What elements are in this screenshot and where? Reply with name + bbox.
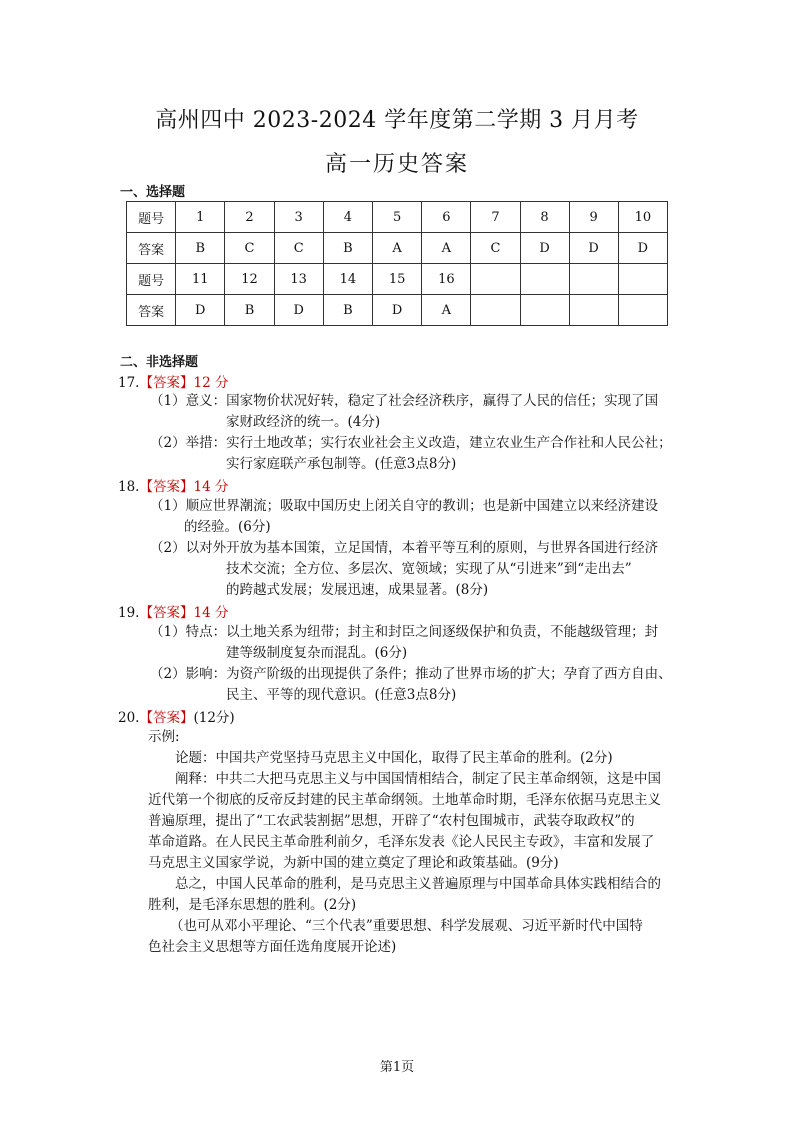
q17-number: 17. xyxy=(118,375,140,391)
table-cell: D xyxy=(618,233,667,264)
table-cell: B xyxy=(323,233,372,264)
table-cell xyxy=(569,264,618,295)
q20-explain-4: 革命道路。在人民民主革命胜利前夕，毛泽东发表《论人民民主专政》，丰富和发展了 xyxy=(148,834,655,850)
table-cell: 7 xyxy=(471,202,520,233)
q17-answer-2: （2）举措：实行土地改革；实行农业社会主义改造，建立农业生产合作社和人民公社； xyxy=(150,435,672,451)
table-cell: 16 xyxy=(422,264,471,295)
table-cell: A xyxy=(373,233,422,264)
q20-explain-1: 阐释：中共二大把马克思主义与中国国情相结合，制定了民主革命纲领，这是中国 xyxy=(175,771,661,787)
q18-answer-2-cont: 技术交流；全方位、多层次、宽领域；实现了从“引进来”到“走出去” xyxy=(226,561,632,577)
q20-conclusion-1: 总之，中国人民革命的胜利，是马克思主义普遍原理与中国革命具体实践相结合的 xyxy=(175,876,661,892)
table-cell: B xyxy=(225,295,274,326)
q18-heading xyxy=(118,475,228,495)
q20-explain-3: 普遍原理，提出了“工农武装割据”思想，开辟了“农村包围城市，武装夺取政权”的 xyxy=(148,813,635,829)
table-row xyxy=(127,264,668,295)
q17-answer-1-cont: 家财政经济的统一。(4分) xyxy=(226,414,381,430)
q18-answer-1: （1）顺应世界潮流；吸取中国历史上闭关自守的教训；也是新中国建立以来经济建设 xyxy=(150,498,659,514)
table-cell: 10 xyxy=(618,202,667,233)
q17-answer-tag: 【答案】12 分 xyxy=(139,375,229,391)
table-row-header: 题号 xyxy=(127,202,176,233)
q20-note-2: 色社会主义思想等方面任选角度展开论述) xyxy=(148,939,397,955)
q19-number: 19. xyxy=(118,605,140,621)
table-cell: D xyxy=(569,233,618,264)
table-cell: 11 xyxy=(176,264,225,295)
q18-answer-tag: 【答案】14 分 xyxy=(139,479,229,495)
table-cell: D xyxy=(274,295,323,326)
q19-answer-tag: 【答案】14 分 xyxy=(139,605,229,621)
q20-conclusion-2: 胜利，是毛泽东思想的胜利。(2分) xyxy=(148,897,357,913)
q19-answer-2-cont: 民主、平等的现代意识。(任意3点8分) xyxy=(226,687,457,703)
q20-note-1: （也可从邓小平理论、“三个代表”重要思想、科学发展观、习近平新时代中国特 xyxy=(170,918,643,934)
q18-answer-2-cont2: 的跨越式发展；发展迅速，成果显著。(8分) xyxy=(226,582,489,598)
q20-answer-tag: 【答案】 xyxy=(139,710,194,726)
table-cell: B xyxy=(176,233,225,264)
table-row xyxy=(127,233,668,264)
table-cell: 15 xyxy=(373,264,422,295)
table-cell: 2 xyxy=(225,202,274,233)
table-cell xyxy=(520,295,569,326)
table-cell: C xyxy=(225,233,274,264)
section-nonchoice-heading: 二、非选择题 xyxy=(120,355,199,370)
page-title: 高州四中 2023-2024 学年度第二学期 3 月月考 xyxy=(155,108,639,133)
q18-answer-2: （2）以对外开放为基本国策，立足国情，本着平等互利的原则，与世界各国进行经济 xyxy=(150,540,659,556)
table-cell: C xyxy=(274,233,323,264)
table-cell: B xyxy=(323,295,372,326)
q20-explain-5: 马克思主义国家学说，为新中国的建立奠定了理论和政策基础。(9分) xyxy=(148,855,559,871)
q20-score: (12分) xyxy=(193,710,235,726)
table-cell: 8 xyxy=(520,202,569,233)
q19-heading xyxy=(118,601,228,621)
table-cell xyxy=(471,264,520,295)
table-cell xyxy=(520,264,569,295)
table-cell: 4 xyxy=(323,202,372,233)
section-choice-heading: 一、选择题 xyxy=(120,185,186,200)
table-cell: D xyxy=(520,233,569,264)
table-row xyxy=(127,202,668,233)
answer-table xyxy=(126,201,668,326)
q20-explain-2: 近代第一个彻底的反帝反封建的民主革命纲领。土地革命时期，毛泽东依据马克思主义 xyxy=(148,792,661,808)
table-cell xyxy=(569,295,618,326)
table-cell: 9 xyxy=(569,202,618,233)
table-row-header: 答案 xyxy=(127,233,176,264)
table-cell: 3 xyxy=(274,202,323,233)
table-cell: 12 xyxy=(225,264,274,295)
q17-heading xyxy=(118,371,228,391)
q20-example-label: 示例: xyxy=(148,729,180,745)
table-row-header: 题号 xyxy=(127,264,176,295)
table-cell: 5 xyxy=(373,202,422,233)
q18-answer-1-cont: 的经验。(6分) xyxy=(184,519,271,535)
q18-number: 18. xyxy=(118,479,140,495)
table-cell: A xyxy=(422,295,471,326)
table-cell: 14 xyxy=(323,264,372,295)
table-cell: D xyxy=(373,295,422,326)
page-number: 第1页 xyxy=(379,1060,415,1075)
table-cell: 6 xyxy=(422,202,471,233)
table-row-header: 答案 xyxy=(127,295,176,326)
q20-number: 20. xyxy=(118,710,140,726)
q17-answer-1: （1）意义：国家物价状况好转，稳定了社会经济秩序，赢得了人民的信任；实现了国 xyxy=(150,393,659,409)
q20-heading xyxy=(118,706,235,726)
table-cell: 1 xyxy=(176,202,225,233)
table-cell: A xyxy=(422,233,471,264)
table-row xyxy=(127,295,668,326)
table-cell: C xyxy=(471,233,520,264)
table-cell xyxy=(471,295,520,326)
table-cell: D xyxy=(176,295,225,326)
q20-thesis: 论题：中国共产党坚持马克思主义中国化，取得了民主革命的胜利。(2分) xyxy=(175,750,613,766)
table-cell: 13 xyxy=(274,264,323,295)
table-cell xyxy=(618,295,667,326)
table-cell xyxy=(618,264,667,295)
q19-answer-1-cont: 建等级制度复杂而混乱。(6分) xyxy=(226,645,408,661)
q19-answer-1: （1）特点：以土地关系为纽带；封主和封臣之间逐级保护和负责，不能越级管理；封 xyxy=(150,624,659,640)
page-subtitle: 高一历史答案 xyxy=(324,152,469,177)
q17-answer-2-cont: 实行家庭联产承包制等。(任意3点8分) xyxy=(226,456,457,472)
q19-answer-2: （2）影响：为资产阶级的出现提供了条件；推动了世界市场的扩大；孕育了西方自由、 xyxy=(150,666,672,682)
